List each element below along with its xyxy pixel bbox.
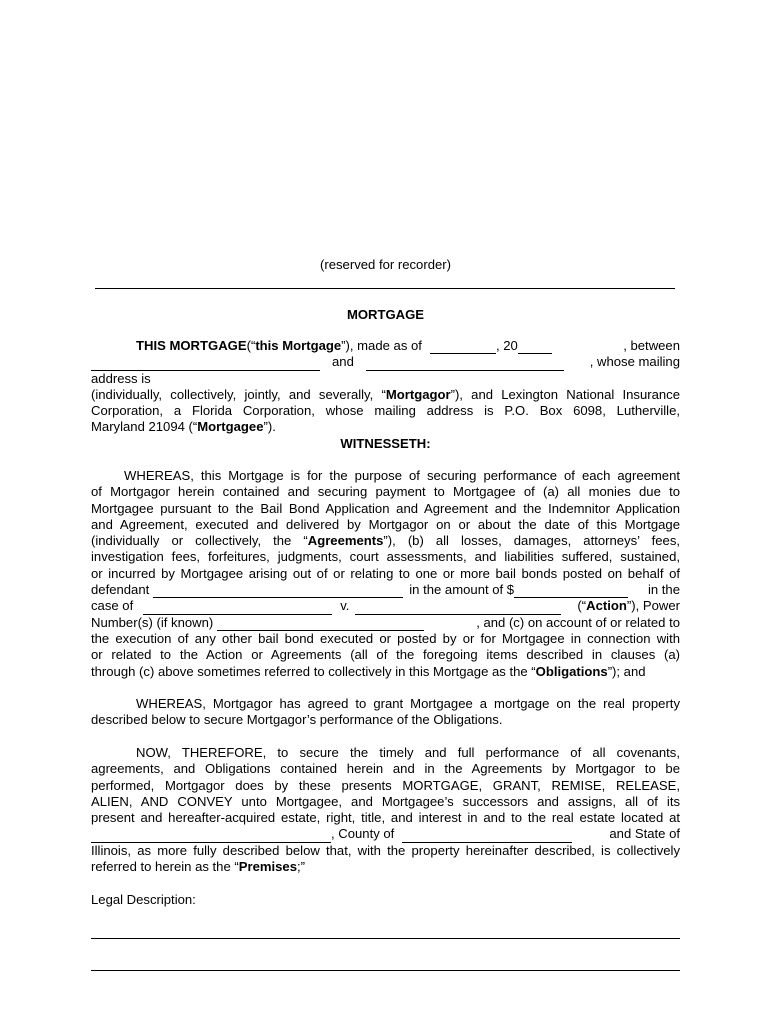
intro-line-5: Corporation, a Florida Corporation, whose mailing address is P.O. Box 6098, Lutherville, xyxy=(91,403,680,419)
intro-paragraph xyxy=(91,338,680,452)
legal-description-label: Legal Description: xyxy=(91,892,196,907)
county-blank[interactable] xyxy=(402,830,572,843)
intro-line-4: (individually, collectively, jointly, and severally, “Mortgagor”), and Lexington National Insurance xyxy=(91,386,680,402)
power-number-line: Number(s) (if known) , and (c) on account of or related to xyxy=(91,614,680,630)
defendant-line: defendant in the amount of $ in the xyxy=(91,582,680,598)
intro-line-3: address is xyxy=(91,370,151,386)
now-therefore-paragraph: NOW, THEREFORE, to secure the timely and full performance of all covenants, agreements, and Obligations contained herein and in the Agreements by Mortgagor to be performed, Mortgagor does by these presents MORTGAGE, GRANT, REMISE, RELEASE, ALIEN, AND CONVEY unto Mortgagee, and Mortgagee’s successors and assigns, all of its present and hereafter-acquired estate, right, title, and interest in and to the real estate located at , County of and State of Illinois, as more fully described below that, with the property hereinafter described, is collectively referred to herein as the “Premises;” xyxy=(91,745,680,875)
date-blank[interactable] xyxy=(430,341,496,354)
case-plaintiff-blank[interactable] xyxy=(143,602,332,615)
location-line: , County of and State of xyxy=(91,826,680,842)
whereas-paragraph-2: WHEREAS, Mortgagor has agreed to grant Mortgagee a mortgage on the real property described below to secure Mortgagor’s performance of the Obligations. xyxy=(91,696,680,728)
legal-description-blank-3[interactable] xyxy=(91,970,680,971)
city-blank[interactable] xyxy=(91,830,331,843)
intro-line-6: Maryland 21094 (“Mortgagee”). xyxy=(91,419,276,435)
whereas-paragraph-1: WHEREAS, this Mortgage is for the purpose of securing performance of each agreement of Mortgagor herein contained and securing payment to Mortgagee of (a) all monies due to Mortgagee pursuant to the Bail Bond Application and Agreement and the Indemnitor Application and Agreement, executed and delivered by Mortgagor on or about the date of this Mortgage (individually or collectively, the “Agreements”), (b) all losses, damages, attorneys’ fees, investigation fees, forfeitures, judgments, court assessments, and liabilities suffered, sustained, or incurred by Mortgagee arising out of or relating to one or more bail bonds posted on behalf of defendant in the amount of $ in the case of v. (“ Action ”), Power Number(s) (if known) , and (c) on account of or related to the execution of any other bail bond executed or posted by or for Mortgagee in connection with or related to the Action or Agreements (all of the foregoing items described in clauses (a) through (c) above sometimes referred to collectively in this Mortgage as the “Obligations”); and xyxy=(91,468,681,679)
amount-blank[interactable] xyxy=(514,585,628,598)
case-line: case of v. (“ Action ”), Power xyxy=(91,598,680,614)
mortgagor-name-blank-2[interactable] xyxy=(366,358,564,371)
defendant-blank[interactable] xyxy=(153,585,403,598)
case-defendant-blank[interactable] xyxy=(355,602,561,615)
legal-description-blank-2[interactable] xyxy=(91,938,680,939)
intro-line-2: and , whose mailing xyxy=(91,354,680,370)
intro-line-1: THIS MORTGAGE (“ this Mortgage ”), made as of , 20 , between xyxy=(136,338,680,353)
document-title: MORTGAGE xyxy=(346,307,425,322)
witnesseth-heading: WITNESSETH: xyxy=(340,435,431,451)
mortgagor-name-blank-1[interactable] xyxy=(91,358,320,371)
year-blank[interactable] xyxy=(518,341,552,354)
legal-description xyxy=(91,892,680,908)
recorder-divider xyxy=(95,288,675,289)
power-number-blank[interactable] xyxy=(217,618,424,631)
reserved-for-recorder: (reserved for recorder) xyxy=(320,257,451,272)
